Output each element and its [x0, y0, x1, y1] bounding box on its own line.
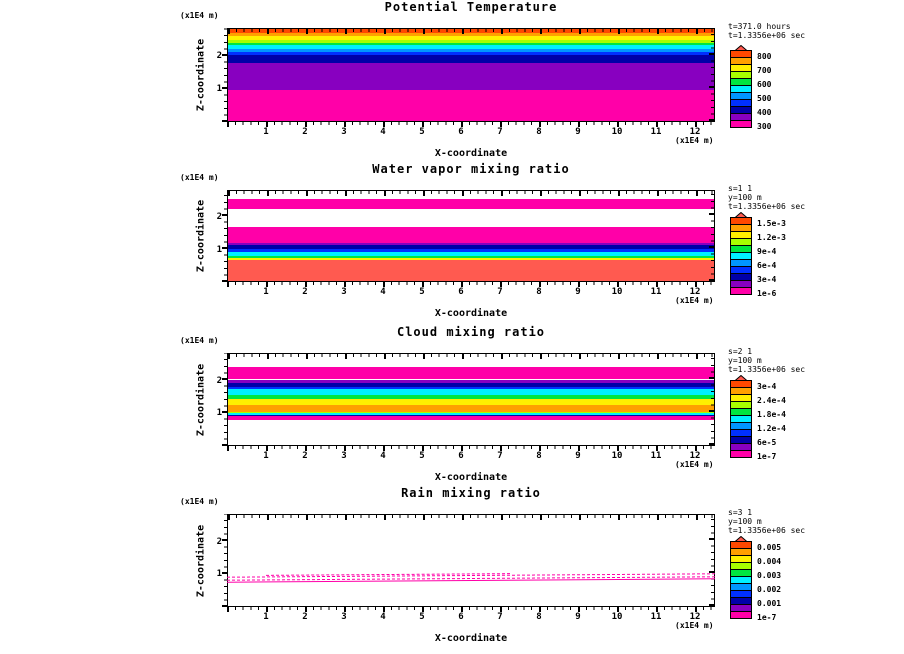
- colorbar-arrow-icon: [730, 40, 752, 50]
- z-axis-unit: (x1E4 m): [180, 11, 219, 20]
- x-axis-minor-ticks-bottom: [227, 446, 715, 449]
- contour-band-yellow: [228, 258, 714, 260]
- colorbar-label: 600: [757, 80, 772, 89]
- x-tick-label: 9: [575, 612, 581, 622]
- z-axis-unit: (x1E4 m): [180, 497, 219, 506]
- x-tick-label: 2: [302, 612, 308, 622]
- legend-line: t=1.3356e+06 sec: [728, 526, 806, 535]
- panel-title: Potential Temperature: [384, 0, 558, 14]
- x-tick-label: 1: [263, 287, 269, 297]
- legend-line: y=100 m: [728, 356, 762, 365]
- x-tick-label: 10: [611, 451, 623, 461]
- colorbar-label: 1e-7: [757, 452, 777, 461]
- contour-band-cyan: [228, 45, 714, 48]
- contour-band-magenta: [228, 90, 714, 121]
- contour-band-green: [228, 43, 714, 45]
- contour-band-cyan: [228, 413, 714, 414]
- colorbar-label: 0.002: [757, 585, 782, 594]
- colorbar-label: 3e-4: [757, 382, 777, 391]
- colorbar-label: 9e-4: [757, 247, 777, 256]
- contour-band-blue: [228, 387, 714, 389]
- x-tick-label: 12: [689, 127, 701, 137]
- x-tick-label: 2: [302, 127, 308, 137]
- colorbar-label: 1e-7: [757, 613, 777, 622]
- contour-band-chartreuse: [228, 412, 714, 413]
- x-tick-label: 8: [536, 127, 542, 137]
- contour-band-cyan: [228, 252, 714, 256]
- colorbar-label: 6e-5: [757, 438, 777, 447]
- x-tick-label: 6: [458, 612, 464, 622]
- contour-band-salmon: [228, 260, 714, 282]
- legend-line: s=3 1: [728, 508, 753, 517]
- x-tick-label: 3: [341, 451, 347, 461]
- contour-band-navy: [228, 245, 714, 249]
- x-tick-label: 5: [419, 451, 425, 461]
- contour-band-orange: [228, 405, 714, 412]
- contour-band-yellow: [228, 399, 714, 405]
- legend-line: y=100 m: [728, 193, 762, 202]
- contour-band-navy: [228, 55, 714, 63]
- colorbar-label: 3e-4: [757, 275, 777, 284]
- colorbar-box-magenta: [730, 287, 752, 295]
- colorbar-label: 700: [757, 66, 772, 75]
- x-tick-label: 9: [575, 127, 581, 137]
- x-tick-label: 6: [458, 451, 464, 461]
- x-axis-label: X-coordinate: [434, 148, 508, 159]
- x-tick-label: 4: [380, 612, 386, 622]
- x-tick-label: 5: [419, 127, 425, 137]
- plot-area: [227, 353, 715, 446]
- colorbar-label: 400: [757, 108, 772, 117]
- plot-area: [227, 28, 715, 122]
- x-tick-label: 5: [419, 612, 425, 622]
- x-tick-label: 8: [536, 451, 542, 461]
- colorbar-label: 1.8e-4: [757, 410, 786, 419]
- panel-title: Cloud mixing ratio: [396, 325, 546, 339]
- colorbar-label: 800: [757, 52, 772, 61]
- x-tick-label: 4: [380, 451, 386, 461]
- x-axis-minor-ticks-bottom: [227, 122, 715, 125]
- x-tick-label: 9: [575, 287, 581, 297]
- colorbar-label: 0.001: [757, 599, 782, 608]
- colorbar-label: 300: [757, 122, 772, 131]
- colorbar-arrow-icon: [730, 531, 752, 541]
- x-axis-minor-ticks-bottom: [227, 607, 715, 610]
- colorbar-box-magenta: [730, 120, 752, 128]
- contour-band-magenta: [228, 416, 714, 420]
- legend-line: t=1.3356e+06 sec: [728, 365, 806, 374]
- x-axis-minor-ticks-bottom: [227, 282, 715, 285]
- legend-line: t=1.3356e+06 sec: [728, 31, 806, 40]
- z-axis-label: Z-coordinate: [195, 199, 207, 273]
- contour-band-magenta: [228, 227, 714, 243]
- contour-band-orange: [228, 33, 714, 36]
- x-tick-label: 10: [611, 612, 623, 622]
- z-tick-label: 2: [216, 375, 222, 386]
- panel-title: Rain mixing ratio: [401, 486, 541, 500]
- x-axis-label: X-coordinate: [434, 308, 508, 319]
- colorbar-label: 1.2e-4: [757, 424, 786, 433]
- x-tick-label: 7: [497, 287, 503, 297]
- contour-band-green: [228, 395, 714, 399]
- contour-band-purple: [228, 380, 714, 384]
- x-tick-label: 1: [263, 451, 269, 461]
- z-tick-label: 1: [216, 408, 222, 419]
- z-tick-label: 2: [216, 51, 222, 61]
- x-tick-label: 7: [497, 451, 503, 461]
- legend-line: s=2 1: [728, 347, 753, 356]
- colorbar-label: 1.2e-3: [757, 233, 786, 242]
- x-tick-label: 6: [458, 127, 464, 137]
- contour-band-green: [228, 256, 714, 258]
- colorbar-label: 500: [757, 94, 772, 103]
- contour-band-white: [228, 354, 714, 367]
- colorbar-label: 2.4e-4: [757, 396, 786, 405]
- contour-band-white: [228, 515, 714, 606]
- plot-area: [227, 190, 715, 282]
- x-tick-label: 4: [380, 287, 386, 297]
- x-axis-unit: (x1E4 m): [675, 136, 714, 145]
- x-axis-label: X-coordinate: [434, 633, 508, 644]
- colorbar-label: 0.005: [757, 543, 782, 552]
- legend-line: t=1.3356e+06 sec: [728, 202, 806, 211]
- colorbar-arrow-icon: [730, 370, 752, 380]
- colorbar-label: 1.5e-3: [757, 219, 786, 228]
- z-tick-label: 1: [216, 569, 222, 580]
- x-axis-unit: (x1E4 m): [675, 621, 714, 630]
- x-tick-label: 7: [497, 612, 503, 622]
- legend-info: [728, 22, 805, 40]
- legend-line: s=1 1: [728, 184, 753, 193]
- contour-band-white: [228, 191, 714, 199]
- x-tick-label: 3: [341, 287, 347, 297]
- z-axis-label: Z-coordinate: [195, 363, 207, 436]
- x-tick-label: 3: [341, 612, 347, 622]
- x-axis-unit: (x1E4 m): [675, 460, 714, 469]
- x-tick-label: 5: [419, 287, 425, 297]
- x-tick-label: 2: [302, 451, 308, 461]
- x-tick-label: 6: [458, 287, 464, 297]
- x-tick-label: 12: [689, 287, 701, 297]
- contour-band-orangered: [228, 29, 714, 33]
- z-axis-unit: (x1E4 m): [180, 173, 219, 182]
- plot-area: [227, 514, 715, 607]
- contour-band-navy: [228, 415, 714, 416]
- colorbar-label: 6e-4: [757, 261, 777, 270]
- x-tick-label: 8: [536, 287, 542, 297]
- contour-band-lightblue: [228, 49, 714, 52]
- contour-band-white: [228, 420, 714, 445]
- x-axis-label: X-coordinate: [434, 472, 508, 483]
- contour-band-yellow: [228, 36, 714, 40]
- x-tick-label: 10: [611, 127, 623, 137]
- x-tick-label: 10: [611, 287, 623, 297]
- contour-band-magenta: [228, 199, 714, 209]
- z-tick-label: 2: [216, 212, 222, 223]
- panel-title: Water vapor mixing ratio: [372, 162, 570, 176]
- z-tick-label: 2: [216, 536, 222, 547]
- contour-band-magenta: [228, 367, 714, 380]
- colorbar-arrow-icon: [730, 207, 752, 217]
- contour-band-chartreuse: [228, 40, 714, 43]
- x-tick-label: 1: [263, 612, 269, 622]
- x-axis-unit: (x1E4 m): [675, 296, 714, 305]
- legend-line: t=371.0 hours: [728, 22, 791, 31]
- colorbar-label: 1e-6: [757, 289, 777, 298]
- contour-band-cyan: [228, 389, 714, 395]
- z-axis-label: Z-coordinate: [195, 38, 207, 112]
- x-tick-label: 12: [689, 451, 701, 461]
- x-tick-label: 1: [263, 127, 269, 137]
- legend-line: y=100 m: [728, 517, 762, 526]
- colorbar-box-magenta: [730, 450, 752, 458]
- x-tick-label: 9: [575, 451, 581, 461]
- z-tick-label: 1: [216, 244, 222, 255]
- x-tick-label: 12: [689, 612, 701, 622]
- colorbar-label: 0.003: [757, 571, 782, 580]
- contour-band-purple: [228, 243, 714, 244]
- z-tick-label: 1: [216, 84, 222, 94]
- x-tick-label: 2: [302, 287, 308, 297]
- contour-band-purple: [228, 63, 714, 90]
- colorbar-box-magenta: [730, 611, 752, 619]
- contour-band-navy: [228, 383, 714, 387]
- x-tick-label: 11: [650, 451, 662, 461]
- x-tick-label: 7: [497, 127, 503, 137]
- x-tick-label: 11: [650, 287, 662, 297]
- contour-band-white: [228, 209, 714, 228]
- z-axis-label: Z-coordinate: [195, 524, 207, 597]
- x-tick-label: 4: [380, 127, 386, 137]
- contour-band-blue: [228, 249, 714, 252]
- contour-band-blue: [228, 52, 714, 55]
- x-tick-label: 11: [650, 127, 662, 137]
- x-tick-label: 3: [341, 127, 347, 137]
- z-axis-unit: (x1E4 m): [180, 336, 219, 345]
- x-tick-label: 8: [536, 612, 542, 622]
- colorbar-label: 0.004: [757, 557, 782, 566]
- x-tick-label: 11: [650, 612, 662, 622]
